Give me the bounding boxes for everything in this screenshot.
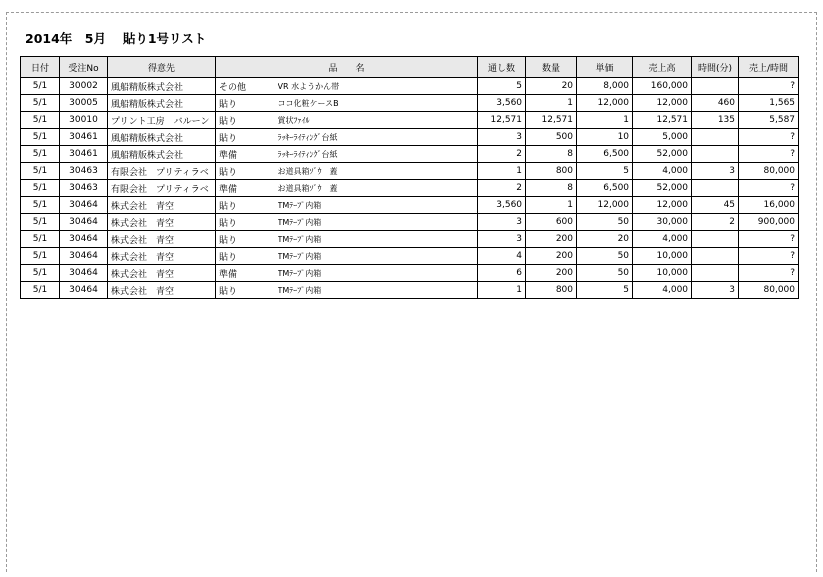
cell-customer: 風船精版株式会社 bbox=[108, 146, 216, 163]
cell-customer: 株式会社 青空 bbox=[108, 282, 216, 299]
table-row bbox=[21, 180, 799, 197]
cell-qty: 1 bbox=[526, 197, 577, 214]
cell-sales-per-hour: ? bbox=[739, 78, 799, 95]
cell-sales: 160,000 bbox=[633, 78, 692, 95]
cell-date: 5/1 bbox=[21, 231, 60, 248]
cell-date: 5/1 bbox=[21, 112, 60, 129]
sales-table bbox=[20, 56, 799, 299]
cell-hours bbox=[692, 146, 739, 163]
col-header-passes: 通し数 bbox=[478, 57, 526, 78]
cell-unit-price: 1 bbox=[577, 112, 633, 129]
cell-date: 5/1 bbox=[21, 146, 60, 163]
cell-passes: 1 bbox=[478, 163, 526, 180]
cell-sales: 5,000 bbox=[633, 129, 692, 146]
table-row bbox=[21, 282, 799, 299]
cell-hours bbox=[692, 78, 739, 95]
cell-hours: 3 bbox=[692, 163, 739, 180]
cell-unit-price: 5 bbox=[577, 163, 633, 180]
cell-sales: 4,000 bbox=[633, 282, 692, 299]
cell-unit-price: 50 bbox=[577, 265, 633, 282]
cell-qty: 1 bbox=[526, 95, 577, 112]
col-header-date: 日付 bbox=[21, 57, 60, 78]
cell-sales: 12,000 bbox=[633, 197, 692, 214]
cell-date: 5/1 bbox=[21, 282, 60, 299]
cell-category: 貼り bbox=[216, 214, 278, 231]
cell-passes: 2 bbox=[478, 180, 526, 197]
cell-order-no: 30464 bbox=[60, 197, 108, 214]
cell-customer: 株式会社 青空 bbox=[108, 197, 216, 214]
cell-date: 5/1 bbox=[21, 248, 60, 265]
cell-passes: 1 bbox=[478, 282, 526, 299]
cell-customer: 風船精版株式会社 bbox=[108, 129, 216, 146]
cell-date: 5/1 bbox=[21, 180, 60, 197]
cell-qty: 200 bbox=[526, 231, 577, 248]
cell-hours bbox=[692, 248, 739, 265]
cell-order-no: 30463 bbox=[60, 180, 108, 197]
cell-qty: 800 bbox=[526, 282, 577, 299]
col-header-unit-price: 単価 bbox=[577, 57, 633, 78]
table-row bbox=[21, 112, 799, 129]
cell-category: 準備 bbox=[216, 180, 278, 197]
cell-sales: 4,000 bbox=[633, 231, 692, 248]
cell-order-no: 30461 bbox=[60, 129, 108, 146]
cell-customer: 有限会社 プリティラベ bbox=[108, 180, 216, 197]
cell-unit-price: 12,000 bbox=[577, 95, 633, 112]
cell-qty: 800 bbox=[526, 163, 577, 180]
cell-order-no: 30464 bbox=[60, 231, 108, 248]
cell-sales-per-hour: 1,565 bbox=[739, 95, 799, 112]
table-row bbox=[21, 231, 799, 248]
cell-unit-price: 20 bbox=[577, 231, 633, 248]
cell-customer: 株式会社 青空 bbox=[108, 214, 216, 231]
cell-sales: 4,000 bbox=[633, 163, 692, 180]
cell-product: 賞状ﾌｧｲﾙ bbox=[278, 112, 478, 129]
cell-hours bbox=[692, 129, 739, 146]
cell-product: TMﾃｰﾌﾟ内箱 bbox=[278, 214, 478, 231]
cell-passes: 3 bbox=[478, 214, 526, 231]
cell-order-no: 30002 bbox=[60, 78, 108, 95]
cell-unit-price: 50 bbox=[577, 248, 633, 265]
cell-category: 貼り bbox=[216, 95, 278, 112]
cell-product: TMﾃｰﾌﾟ内箱 bbox=[278, 282, 478, 299]
cell-category: 貼り bbox=[216, 112, 278, 129]
table-row bbox=[21, 197, 799, 214]
cell-order-no: 30463 bbox=[60, 163, 108, 180]
cell-unit-price: 12,000 bbox=[577, 197, 633, 214]
cell-date: 5/1 bbox=[21, 95, 60, 112]
cell-date: 5/1 bbox=[21, 265, 60, 282]
cell-qty: 8 bbox=[526, 180, 577, 197]
col-header-order-no: 受注No bbox=[60, 57, 108, 78]
cell-product: ﾗｯｷｰﾗｲﾃｨﾝｸﾞ台紙 bbox=[278, 129, 478, 146]
cell-hours bbox=[692, 231, 739, 248]
cell-sales: 52,000 bbox=[633, 180, 692, 197]
table-row bbox=[21, 265, 799, 282]
cell-sales: 12,000 bbox=[633, 95, 692, 112]
cell-sales: 52,000 bbox=[633, 146, 692, 163]
cell-product: お道具箱ｿﾞｳ 蓋 bbox=[278, 163, 478, 180]
cell-sales-per-hour: 16,000 bbox=[739, 197, 799, 214]
table-row bbox=[21, 248, 799, 265]
cell-category: 準備 bbox=[216, 146, 278, 163]
cell-unit-price: 50 bbox=[577, 214, 633, 231]
table-row bbox=[21, 146, 799, 163]
cell-product: VR 水ようかん帯 bbox=[278, 78, 478, 95]
cell-customer: 株式会社 青空 bbox=[108, 248, 216, 265]
cell-product: TMﾃｰﾌﾟ内箱 bbox=[278, 197, 478, 214]
table-row bbox=[21, 95, 799, 112]
cell-customer: 有限会社 プリティラベ bbox=[108, 163, 216, 180]
cell-qty: 8 bbox=[526, 146, 577, 163]
cell-sales-per-hour: ? bbox=[739, 231, 799, 248]
cell-passes: 2 bbox=[478, 146, 526, 163]
cell-customer: 株式会社 青空 bbox=[108, 265, 216, 282]
cell-hours: 3 bbox=[692, 282, 739, 299]
cell-qty: 200 bbox=[526, 265, 577, 282]
cell-order-no: 30464 bbox=[60, 282, 108, 299]
cell-sales: 10,000 bbox=[633, 265, 692, 282]
cell-order-no: 30464 bbox=[60, 214, 108, 231]
cell-customer: 風船精版株式会社 bbox=[108, 95, 216, 112]
cell-order-no: 30464 bbox=[60, 265, 108, 282]
cell-customer: 株式会社 青空 bbox=[108, 231, 216, 248]
cell-sales-per-hour: ? bbox=[739, 180, 799, 197]
cell-product: ココ化粧ケースB bbox=[278, 95, 478, 112]
cell-passes: 3,560 bbox=[478, 95, 526, 112]
cell-category: 貼り bbox=[216, 231, 278, 248]
col-header-sales: 売上高 bbox=[633, 57, 692, 78]
cell-product: TMﾃｰﾌﾟ内箱 bbox=[278, 231, 478, 248]
cell-order-no: 30464 bbox=[60, 248, 108, 265]
cell-passes: 5 bbox=[478, 78, 526, 95]
cell-passes: 3,560 bbox=[478, 197, 526, 214]
cell-category: 貼り bbox=[216, 163, 278, 180]
cell-order-no: 30005 bbox=[60, 95, 108, 112]
cell-sales-per-hour: ? bbox=[739, 248, 799, 265]
cell-sales-per-hour: 5,587 bbox=[739, 112, 799, 129]
cell-hours bbox=[692, 180, 739, 197]
cell-unit-price: 10 bbox=[577, 129, 633, 146]
cell-order-no: 30010 bbox=[60, 112, 108, 129]
cell-passes: 12,571 bbox=[478, 112, 526, 129]
cell-category: 貼り bbox=[216, 129, 278, 146]
cell-hours: 135 bbox=[692, 112, 739, 129]
col-header-sales-per-hour: 売上/時間 bbox=[739, 57, 799, 78]
cell-hours: 460 bbox=[692, 95, 739, 112]
cell-sales-per-hour: 900,000 bbox=[739, 214, 799, 231]
cell-category: 準備 bbox=[216, 265, 278, 282]
cell-customer: 風船精版株式会社 bbox=[108, 78, 216, 95]
cell-hours: 2 bbox=[692, 214, 739, 231]
cell-sales-per-hour: 80,000 bbox=[739, 282, 799, 299]
cell-product: TMﾃｰﾌﾟ内箱 bbox=[278, 248, 478, 265]
col-header-hours: 時間(分) bbox=[692, 57, 739, 78]
cell-qty: 500 bbox=[526, 129, 577, 146]
cell-date: 5/1 bbox=[21, 129, 60, 146]
print-page bbox=[6, 12, 817, 572]
cell-sales: 30,000 bbox=[633, 214, 692, 231]
cell-passes: 6 bbox=[478, 265, 526, 282]
table-header-row bbox=[21, 57, 799, 78]
cell-unit-price: 6,500 bbox=[577, 146, 633, 163]
cell-passes: 3 bbox=[478, 129, 526, 146]
cell-sales-per-hour: ? bbox=[739, 129, 799, 146]
col-header-item: 品 名 bbox=[216, 57, 478, 78]
table-row bbox=[21, 78, 799, 95]
col-header-qty: 数量 bbox=[526, 57, 577, 78]
cell-date: 5/1 bbox=[21, 197, 60, 214]
cell-qty: 20 bbox=[526, 78, 577, 95]
cell-category: 貼り bbox=[216, 248, 278, 265]
cell-hours: 45 bbox=[692, 197, 739, 214]
cell-sales: 12,571 bbox=[633, 112, 692, 129]
table-row bbox=[21, 163, 799, 180]
cell-customer: プリント工房 バルーン bbox=[108, 112, 216, 129]
cell-unit-price: 6,500 bbox=[577, 180, 633, 197]
table-body bbox=[21, 78, 799, 299]
cell-product: お道具箱ｿﾞｳ 蓋 bbox=[278, 180, 478, 197]
cell-passes: 3 bbox=[478, 231, 526, 248]
report-title: 2014年 5月 貼り1号リスト bbox=[25, 31, 207, 46]
table-row bbox=[21, 214, 799, 231]
cell-sales: 10,000 bbox=[633, 248, 692, 265]
cell-date: 5/1 bbox=[21, 163, 60, 180]
col-header-customer: 得意先 bbox=[108, 57, 216, 78]
cell-date: 5/1 bbox=[21, 78, 60, 95]
cell-qty: 12,571 bbox=[526, 112, 577, 129]
cell-unit-price: 8,000 bbox=[577, 78, 633, 95]
cell-sales-per-hour: ? bbox=[739, 146, 799, 163]
cell-product: TMﾃｰﾌﾟ内箱 bbox=[278, 265, 478, 282]
cell-category: 貼り bbox=[216, 197, 278, 214]
cell-sales-per-hour: ? bbox=[739, 265, 799, 282]
cell-category: その他 bbox=[216, 78, 278, 95]
cell-qty: 600 bbox=[526, 214, 577, 231]
cell-qty: 200 bbox=[526, 248, 577, 265]
cell-date: 5/1 bbox=[21, 214, 60, 231]
cell-product: ﾗｯｷｰﾗｲﾃｨﾝｸﾞ台紙 bbox=[278, 146, 478, 163]
cell-unit-price: 5 bbox=[577, 282, 633, 299]
cell-order-no: 30461 bbox=[60, 146, 108, 163]
table-row bbox=[21, 129, 799, 146]
cell-sales-per-hour: 80,000 bbox=[739, 163, 799, 180]
cell-passes: 4 bbox=[478, 248, 526, 265]
cell-category: 貼り bbox=[216, 282, 278, 299]
cell-hours bbox=[692, 265, 739, 282]
